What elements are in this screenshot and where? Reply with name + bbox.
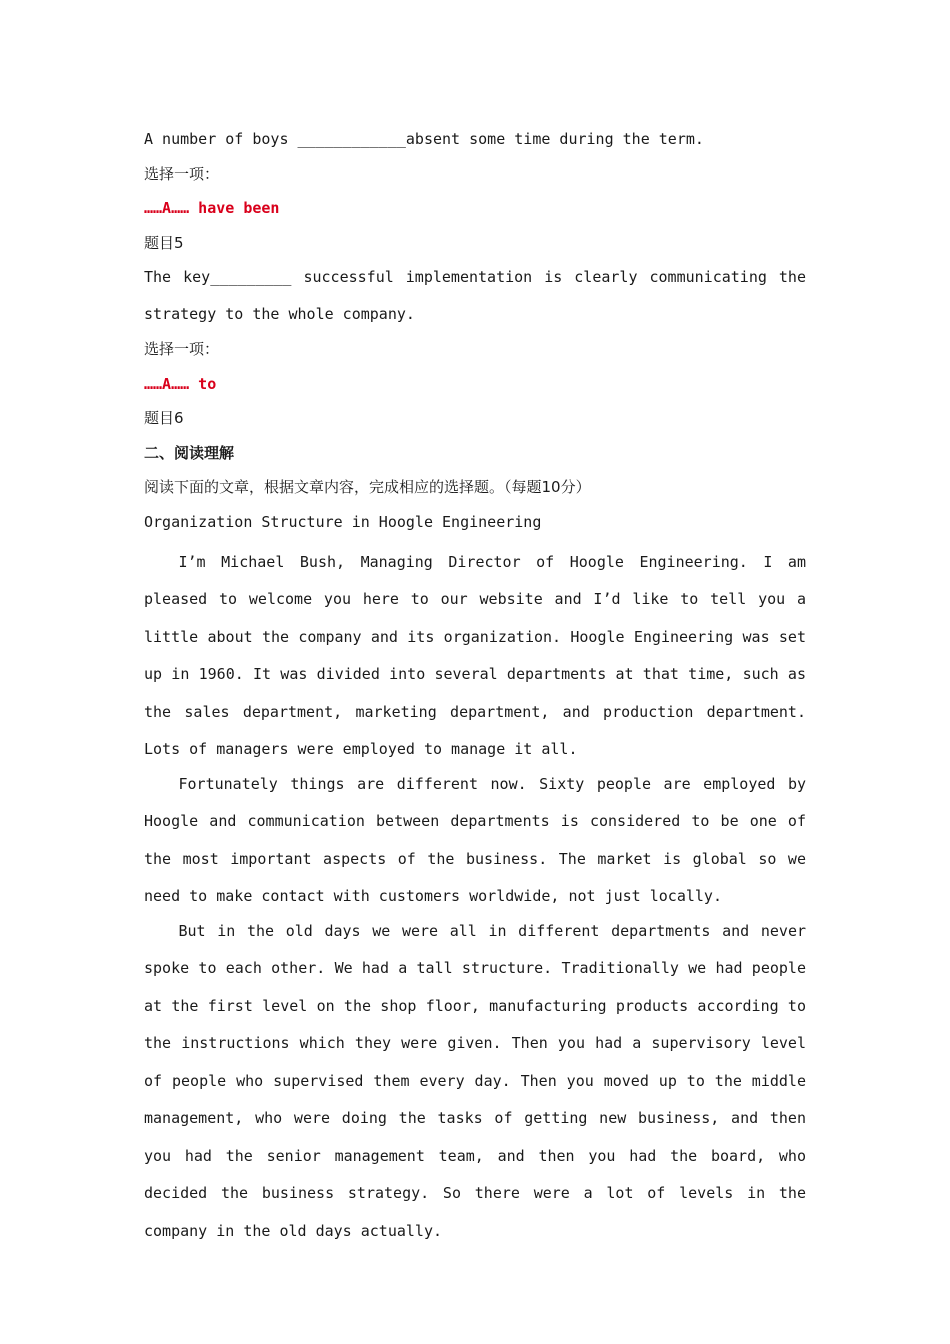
article-paragraph-2: Fortunately things are different now. Sixty people are employed by Hoogle and communication between departments is considered to be one of the most important aspects of the business. The market is global so we need to make contact with customers worldwide, not just locally. [144,774,806,906]
question-5-answer: ……A…… to [144,374,217,393]
section-instruction: 阅读下面的文章，根据文章内容，完成相应的选择题。（每题10分） [144,478,591,497]
question-5-heading: 题目5 [144,233,184,252]
document-page [144,126,806,1247]
article-title: Organization Structure in Hoogle Engineering [144,512,542,531]
question-4-choose-label: 选择一项： [144,164,220,183]
article-paragraph-1: I’m Michael Bush, Managing Director of Hoogle Engineering. I am pleased to welcome you here to our website and I’d like to tell you a little about the company and its organization. Hoogle Engineering was set up in 1960. It was divided into several departments at that time, such as the sales department, marketing department, and production department. Lots of managers were employed to manage it all. [144,552,806,759]
question-5-text-line2: strategy to the whole company. [144,305,415,324]
article-paragraph-3: But in the old days we were all in different departments and never spoke to each other. We had a tall structure. Traditionally we had people at the first level on the shop floor, manufacturing products according to the instructions which they were given. Then you had a supervisory level of people who supervised them every day. Then you moved up to the middle management, who were doing the tasks of getting new business, and then you had the senior management team, and then you had the board, who decided the business strategy. So there were a lot of levels in the company in the old days actually. [144,921,806,1240]
question-5-text-line1: The key_________ successful implementation is clearly communicating the [144,268,806,287]
question-6-heading: 题目6 [144,409,184,428]
question-4-answer: ……A…… have been [144,199,280,218]
section-title: 二、阅读理解 [144,443,235,462]
question-4-text: A number of boys ____________absent some time during the term. [144,130,704,148]
question-5-choose-label: 选择一项： [144,339,220,358]
